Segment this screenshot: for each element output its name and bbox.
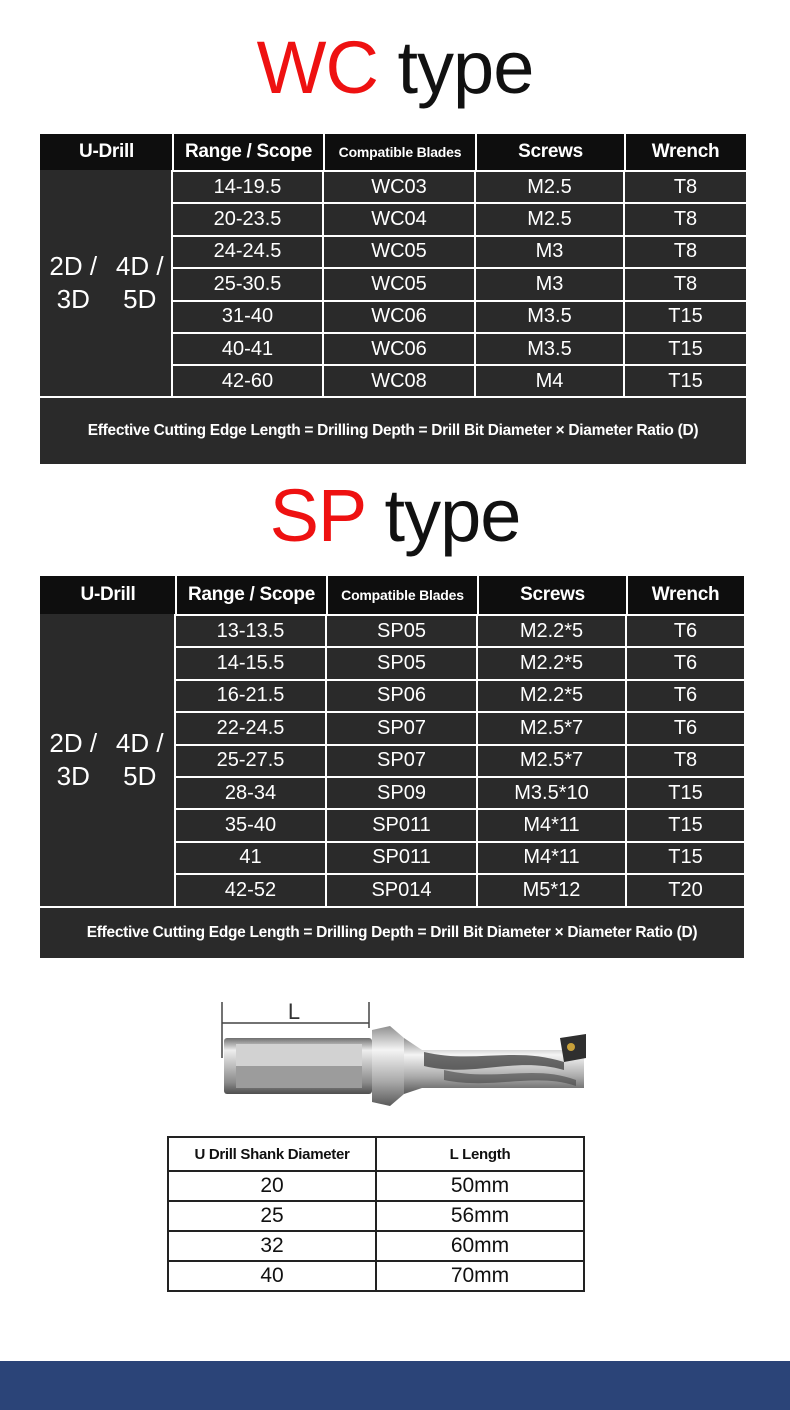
screw-cell: M2.5*7 xyxy=(478,746,625,776)
drill-collar xyxy=(372,1026,404,1106)
table-row xyxy=(40,170,746,202)
wc-type-heading xyxy=(0,28,790,108)
table-row xyxy=(168,1171,584,1201)
length-cell: 60mm xyxy=(376,1231,584,1261)
range-cell: 14-15.5 xyxy=(176,648,325,678)
wc-heading-accent: WC xyxy=(256,26,378,109)
range-cell: 28-34 xyxy=(176,778,325,808)
screw-cell: M2.5*7 xyxy=(478,713,625,743)
blade-cell: SP011 xyxy=(327,810,476,840)
blade-cell: WC06 xyxy=(324,302,474,332)
shank-diameter-cell: 20 xyxy=(168,1171,376,1201)
table-row xyxy=(40,808,744,840)
blade-cell: WC06 xyxy=(324,334,474,364)
range-cell: 25-27.5 xyxy=(176,746,325,776)
screw-cell: M2.5 xyxy=(476,172,623,202)
table-row xyxy=(168,1201,584,1231)
sp-footnote: Effective Cutting Edge Length = Drilling Depth = Drill Bit Diameter × Diameter Ratio (D) xyxy=(40,906,744,958)
screw-cell: M5*12 xyxy=(478,875,625,905)
sp-heading-rest: type xyxy=(384,474,521,557)
drill-body xyxy=(404,1034,586,1094)
column-divider xyxy=(626,576,628,614)
range-cell: 20-23.5 xyxy=(173,204,322,234)
table-row xyxy=(40,332,746,364)
screw-cell: M3.5 xyxy=(476,302,623,332)
sp-header-row xyxy=(40,576,744,614)
ratio-line-2: 4D / 5D xyxy=(115,727,164,791)
wrench-header: Wrench xyxy=(651,141,720,162)
column-divider xyxy=(477,576,479,614)
table-row xyxy=(168,1231,584,1261)
shank-diameter-header: U Drill Shank Diameter xyxy=(168,1137,376,1171)
range-cell: 25-30.5 xyxy=(173,269,322,299)
range-cell: 42-60 xyxy=(173,366,322,396)
wrench-cell: T15 xyxy=(627,778,744,808)
blade-cell: SP09 xyxy=(327,778,476,808)
wc-header-row xyxy=(40,134,746,170)
screw-cell: M2.2*5 xyxy=(478,648,625,678)
ratio-line-2: 4D / 5D xyxy=(115,251,164,315)
wc-footnote: Effective Cutting Edge Length = Drilling Depth = Drill Bit Diameter × Diameter Ratio (D) xyxy=(40,396,746,464)
wrench-cell: T15 xyxy=(627,810,744,840)
screw-cell: M4 xyxy=(476,366,623,396)
wrench-cell: T20 xyxy=(627,875,744,905)
wrench-cell: T8 xyxy=(625,172,746,202)
wc-heading-rest: type xyxy=(397,26,534,109)
screw-cell: M3 xyxy=(476,269,623,299)
wrench-cell: T6 xyxy=(627,648,744,678)
wrench-cell: T15 xyxy=(625,302,746,332)
table-row xyxy=(40,841,744,873)
screw-cell: M2.2*5 xyxy=(478,681,625,711)
column-divider xyxy=(175,576,177,614)
wrench-cell: T6 xyxy=(627,681,744,711)
screw-cell: M4*11 xyxy=(478,810,625,840)
column-divider xyxy=(624,134,626,170)
screw-cell: M4*11 xyxy=(478,843,625,873)
column-divider xyxy=(326,576,328,614)
table-row xyxy=(40,202,746,234)
wrench-cell: T8 xyxy=(627,746,744,776)
range-header: Range / Scope xyxy=(187,584,316,605)
blade-cell: SP05 xyxy=(327,616,476,646)
column-divider xyxy=(172,134,174,170)
range-cell: 31-40 xyxy=(173,302,322,332)
range-cell: 13-13.5 xyxy=(176,616,325,646)
sp-type-heading xyxy=(0,476,790,556)
blades-header: Compatible Blades xyxy=(341,587,464,603)
blade-cell: WC03 xyxy=(324,172,474,202)
screw-cell: M3 xyxy=(476,237,623,267)
blade-cell: SP011 xyxy=(327,843,476,873)
blade-cell: SP014 xyxy=(327,875,476,905)
blades-header: Compatible Blades xyxy=(338,144,462,160)
wrench-cell: T8 xyxy=(625,204,746,234)
wrench-cell: T15 xyxy=(625,334,746,364)
screw-cell: M2.2*5 xyxy=(478,616,625,646)
wrench-cell: T6 xyxy=(627,713,744,743)
table-row xyxy=(40,235,746,267)
table-row xyxy=(40,614,744,646)
blade-cell: WC04 xyxy=(324,204,474,234)
dimension-label: L xyxy=(287,999,301,1024)
range-cell: 14-19.5 xyxy=(173,172,322,202)
wrench-header: Wrench xyxy=(651,584,720,605)
screw-cell: M3.5*10 xyxy=(478,778,625,808)
screw-cell: M3.5 xyxy=(476,334,623,364)
wrench-cell: T15 xyxy=(625,366,746,396)
range-cell: 22-24.5 xyxy=(176,713,325,743)
table-row xyxy=(40,744,744,776)
sp-heading-accent: SP xyxy=(269,474,365,557)
table-row xyxy=(40,364,746,396)
shank-header-row xyxy=(168,1137,584,1171)
shank-diameter-cell: 40 xyxy=(168,1261,376,1291)
shank-diameter-cell: 25 xyxy=(168,1201,376,1231)
table-row xyxy=(168,1261,584,1291)
range-cell: 16-21.5 xyxy=(176,681,325,711)
table-row xyxy=(40,646,744,678)
column-divider xyxy=(323,134,325,170)
blade-cell: WC08 xyxy=(324,366,474,396)
table-row xyxy=(40,679,744,711)
length-cell: 70mm xyxy=(376,1261,584,1291)
wc-spec-table xyxy=(40,134,746,464)
footer-bar xyxy=(0,1361,790,1410)
screws-header: Screws xyxy=(520,584,585,605)
range-cell: 35-40 xyxy=(176,810,325,840)
wrench-cell: T15 xyxy=(627,843,744,873)
range-cell: 41 xyxy=(176,843,325,873)
blade-cell: SP06 xyxy=(327,681,476,711)
wrench-cell: T8 xyxy=(625,269,746,299)
range-cell: 40-41 xyxy=(173,334,322,364)
screws-header: Screws xyxy=(518,141,583,162)
length-cell: 50mm xyxy=(376,1171,584,1201)
u-drill-header: U-Drill xyxy=(79,141,134,162)
table-row xyxy=(40,711,744,743)
ratio-line-1: 2D / 3D xyxy=(49,251,98,315)
range-cell: 42-52 xyxy=(176,875,325,905)
column-divider xyxy=(475,134,477,170)
blade-cell: WC05 xyxy=(324,237,474,267)
range-cell: 24-24.5 xyxy=(173,237,322,267)
table-row xyxy=(40,267,746,299)
shank-diameter-cell: 32 xyxy=(168,1231,376,1261)
table-row xyxy=(40,873,744,905)
length-header: L Length xyxy=(376,1137,584,1171)
ratio-line-1: 2D / 3D xyxy=(49,727,98,791)
table-row xyxy=(40,776,744,808)
u-drill-diagram xyxy=(214,998,598,1108)
range-header: Range / Scope xyxy=(184,141,313,162)
blade-cell: SP07 xyxy=(327,746,476,776)
screw-cell: M2.5 xyxy=(476,204,623,234)
blade-cell: SP07 xyxy=(327,713,476,743)
sp-spec-table xyxy=(40,576,744,958)
blade-cell: WC05 xyxy=(324,269,474,299)
wrench-cell: T6 xyxy=(627,616,744,646)
blade-cell: SP05 xyxy=(327,648,476,678)
table-row xyxy=(40,300,746,332)
length-cell: 56mm xyxy=(376,1201,584,1231)
drill-shank xyxy=(224,1038,372,1094)
u-drill-header: U-Drill xyxy=(80,584,136,605)
shank-length-table xyxy=(167,1136,585,1292)
wrench-cell: T8 xyxy=(625,237,746,267)
